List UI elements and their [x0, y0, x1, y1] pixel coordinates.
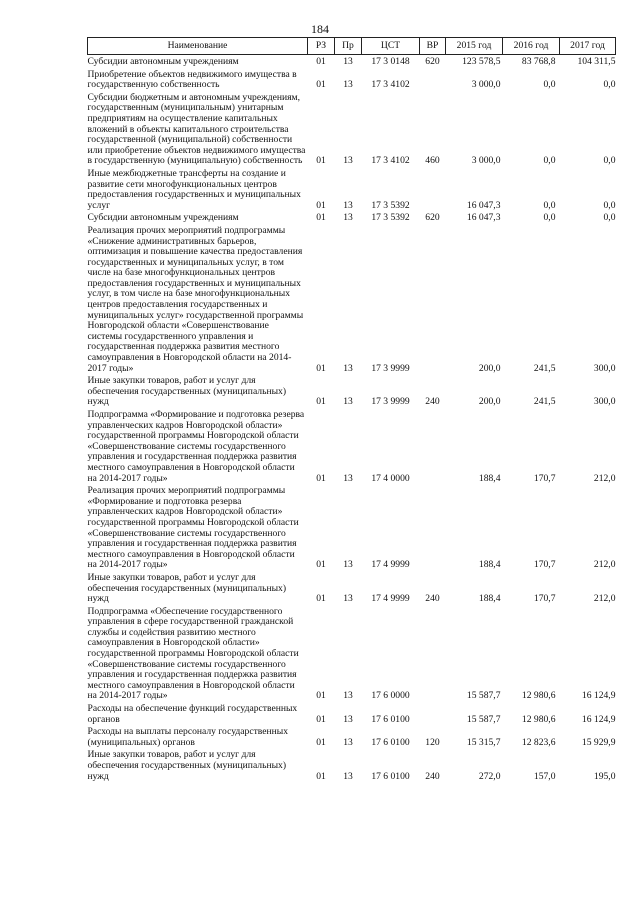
header-rz: РЗ	[308, 38, 335, 55]
row-cst: 17 3 4102	[371, 79, 410, 91]
row-name: Реализация прочих мероприятий подпрограммы «Формирование и подготовка резерва управленческих кадров Новгородской области» государственной программы Новгородской области «Совершенствование системы государственного управления и государственная поддержка развития местного самоуправления в Новгородской области на 2014-2017 годы»	[87, 485, 299, 571]
row-rz: 01	[316, 212, 326, 224]
table-row	[88, 167, 616, 211]
row-pr: 13	[343, 155, 353, 167]
row-rz: 01	[316, 79, 326, 91]
table-header	[88, 38, 616, 55]
row-2017: 0,0	[603, 199, 616, 211]
row-pr: 13	[343, 362, 353, 374]
row-2015: 16 047,3	[466, 212, 501, 224]
row-vr	[420, 702, 446, 725]
header-cst: ЦСТ	[362, 38, 420, 55]
row-2015: 188,4	[478, 559, 501, 571]
row-2016: 12 980,6	[521, 690, 556, 702]
row-vr: 240	[425, 593, 440, 605]
budget-table	[87, 37, 616, 782]
row-2015: 188,4	[478, 593, 501, 605]
row-pr: 13	[343, 713, 353, 725]
row-2016: 241,5	[533, 396, 556, 408]
row-name: Иные закупки товаров, работ и услуг для обеспечения государственных (муниципальных) нужд	[87, 375, 287, 408]
row-rz: 01	[316, 736, 326, 748]
table-row	[88, 605, 616, 702]
row-2016: 170,7	[533, 472, 556, 484]
row-name: Подпрограмма «Формирование и подготовка резерва управленческих кадров Новгородской области» государственной программы Новгородской области «Совершенствование системы государственного управления и государственная поддержка развития местного самоуправления в Новгородской области на 2014-2017 годы»	[87, 409, 305, 484]
table-row	[88, 55, 616, 68]
row-pr: 13	[343, 559, 353, 571]
row-rz: 01	[316, 56, 326, 67]
row-cst: 17 4 9999	[371, 559, 410, 571]
table-row	[88, 702, 616, 725]
row-2015: 15 587,7	[466, 713, 501, 725]
row-cst: 17 6 0000	[371, 690, 410, 702]
table-row	[88, 484, 616, 571]
row-pr: 13	[343, 736, 353, 748]
row-vr: 620	[425, 212, 440, 224]
row-rz: 01	[316, 559, 326, 571]
table-row	[88, 211, 616, 224]
row-rz: 01	[316, 593, 326, 605]
row-name: Иные закупки товаров, работ и услуг для обеспечения государственных (муниципальных) нужд	[87, 749, 287, 782]
row-2015: 15 587,7	[466, 690, 501, 702]
header-name: Наименование	[88, 38, 308, 55]
row-2017: 300,0	[593, 362, 616, 374]
row-2017: 300,0	[593, 396, 616, 408]
row-pr: 13	[343, 396, 353, 408]
header-pr: Пр	[335, 38, 362, 55]
row-2016: 0,0	[543, 199, 556, 211]
row-name: Иные межбюджетные трансферты на создание и развитие сети многофункциональных центров предоставления государственных и муниципальных услуг	[87, 167, 301, 211]
row-name: Расходы на выплаты персоналу государственных (муниципальных) органов	[87, 726, 289, 748]
row-2016: 170,7	[533, 559, 556, 571]
table-row	[88, 91, 616, 167]
row-name: Приобретение объектов недвижимого имущества в государственную собственность	[87, 68, 297, 91]
row-2015: 16 047,3	[466, 199, 501, 211]
row-2015: 3 000,0	[471, 79, 501, 91]
row-name: Субсидии бюджетным и автономным учреждениям, государственным (муниципальным) унитарным предприятиям на осуществление капитальных вложений в объекты капитального строительства государственной (муниципальной) собственности или приобретение объектов недвижимого имущества в государственную (муниципальную) собственность	[87, 91, 306, 167]
row-pr: 13	[343, 212, 353, 224]
header-vr: ВР	[420, 38, 446, 55]
row-2015: 3 000,0	[471, 155, 501, 167]
row-2015: 123 578,5	[462, 56, 501, 67]
table-row	[88, 224, 616, 374]
row-vr	[420, 484, 446, 571]
row-name: Расходы на обеспечение функций государственных органов	[87, 703, 298, 725]
row-vr	[420, 68, 446, 91]
row-2015: 272,0	[478, 770, 501, 782]
row-2017: 195,0	[593, 770, 616, 782]
row-rz: 01	[316, 155, 326, 167]
row-rz: 01	[316, 199, 326, 211]
row-rz: 01	[316, 713, 326, 725]
row-rz: 01	[316, 362, 326, 374]
row-cst: 17 6 0100	[371, 736, 410, 748]
row-cst: 17 3 4102	[371, 155, 410, 167]
header-2017: 2017 год	[560, 38, 616, 55]
row-pr: 13	[343, 770, 353, 782]
header-row	[88, 38, 616, 55]
row-name: Подпрограмма «Обеспечение государственного управления в сфере государственной гражданской службы и содействия развитию местного самоуправления в Новгородской области» государственной программы Новгородской области «Совершенствование системы государственного управления и государственная поддержка развития местного самоуправления в Новгородской области на 2014-2017 годы»	[87, 605, 299, 702]
row-vr: 240	[425, 396, 440, 408]
row-vr: 620	[425, 56, 440, 67]
row-2017: 212,0	[593, 593, 616, 605]
table-row	[88, 408, 616, 484]
row-2016: 83 768,8	[521, 56, 556, 67]
header-2015: 2015 год	[446, 38, 503, 55]
row-name: Субсидии автономным учреждениям	[87, 56, 239, 67]
row-vr: 240	[425, 770, 440, 782]
row-name: Субсидии автономным учреждениям	[87, 212, 239, 224]
table-row	[88, 571, 616, 605]
row-pr: 13	[343, 593, 353, 605]
table-body	[88, 55, 616, 783]
table-row	[88, 748, 616, 782]
row-2017: 16 124,9	[581, 713, 616, 725]
row-2017: 212,0	[593, 472, 616, 484]
row-2016: 157,0	[533, 770, 556, 782]
row-2015: 200,0	[478, 362, 501, 374]
row-cst: 17 3 9999	[371, 362, 410, 374]
row-rz: 01	[316, 690, 326, 702]
row-2017: 16 124,9	[581, 690, 616, 702]
row-pr: 13	[343, 690, 353, 702]
row-cst: 17 3 5392	[371, 212, 410, 224]
page-number: 184	[311, 22, 329, 36]
row-2016: 0,0	[543, 79, 556, 91]
row-2017: 0,0	[603, 212, 616, 224]
table-row	[88, 68, 616, 91]
row-vr	[420, 408, 446, 484]
row-cst: 17 6 0100	[371, 770, 410, 782]
header-2016: 2016 год	[503, 38, 560, 55]
row-2015: 188,4	[478, 472, 501, 484]
row-2015: 200,0	[478, 396, 501, 408]
row-name: Реализация прочих мероприятий подпрограммы «Снижение административных барьеров, оптимизация и повышение качества предоставления государственных и муниципальных услуг, в том числе на базе многофункциональных центров предоставления государственных и муниципальных услуг, в том числе на базе многофункциональных центров предоставления государственных и муниципальных услуг» государственной программы Новгородской области «Совершенствование системы государственного управления и государственная поддержка развития местного самоуправления в Новгородской области на 2014-2017 годы»	[87, 224, 304, 374]
row-2016: 170,7	[533, 593, 556, 605]
row-cst: 17 4 9999	[371, 593, 410, 605]
table-row	[88, 725, 616, 748]
row-vr	[420, 605, 446, 702]
row-2015: 15 315,7	[466, 736, 501, 748]
row-rz: 01	[316, 396, 326, 408]
row-vr	[420, 224, 446, 374]
row-vr: 460	[425, 155, 440, 167]
row-2017: 0,0	[603, 155, 616, 167]
row-vr	[420, 167, 446, 211]
row-2017: 212,0	[593, 559, 616, 571]
row-2017: 0,0	[603, 79, 616, 91]
row-2017: 15 929,9	[581, 736, 616, 748]
row-name: Иные закупки товаров, работ и услуг для обеспечения государственных (муниципальных) нужд	[87, 571, 287, 605]
table-row	[88, 374, 616, 408]
row-cst: 17 3 9999	[371, 396, 410, 408]
row-2016: 0,0	[543, 155, 556, 167]
row-2016: 0,0	[543, 212, 556, 224]
row-pr: 13	[343, 472, 353, 484]
row-vr: 120	[425, 736, 440, 748]
row-cst: 17 3 0148	[371, 56, 410, 67]
row-pr: 13	[343, 56, 353, 67]
row-2016: 12 823,6	[521, 736, 556, 748]
row-pr: 13	[343, 79, 353, 91]
row-cst: 17 6 0100	[371, 713, 410, 725]
row-cst: 17 4 0000	[371, 472, 410, 484]
row-rz: 01	[316, 472, 326, 484]
row-2017: 104 311,5	[577, 56, 616, 67]
row-pr: 13	[343, 199, 353, 211]
row-cst: 17 3 5392	[371, 199, 410, 211]
row-2016: 241,5	[533, 362, 556, 374]
row-rz: 01	[316, 770, 326, 782]
row-2016: 12 980,6	[521, 713, 556, 725]
